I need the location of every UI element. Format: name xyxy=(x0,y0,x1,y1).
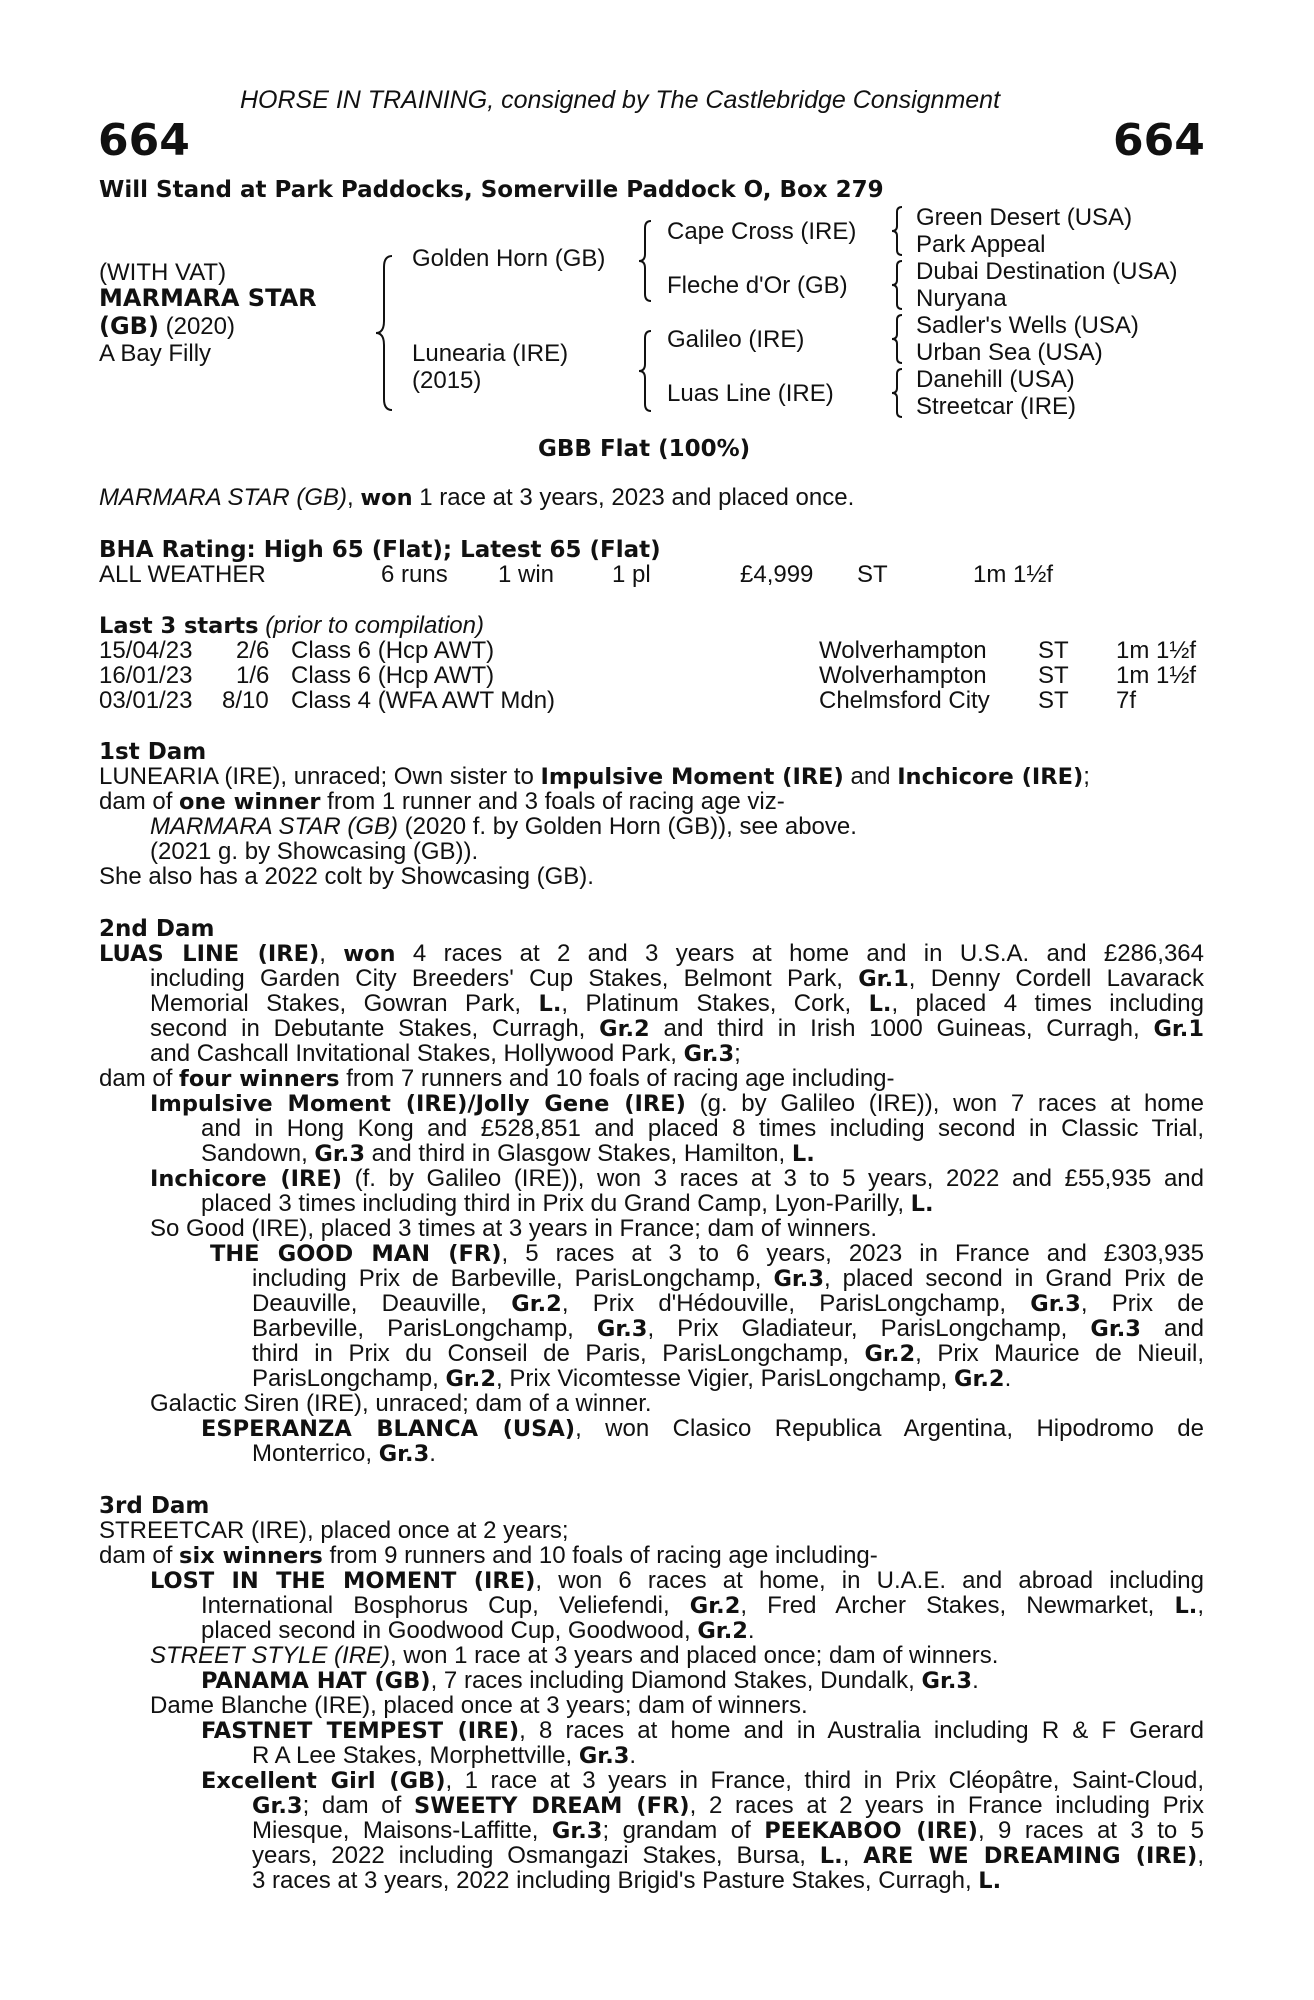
consignment-line: HORSE IN TRAINING, consigned by The Castlebridge Consignment xyxy=(240,86,1001,114)
text: dam of xyxy=(99,788,180,815)
text: 3 races at 3 years, 2022 including Brigid's Pasture Stakes, Curragh, xyxy=(252,1867,979,1894)
text: second in Debutante Stakes, Curragh, xyxy=(150,1015,600,1042)
text: , xyxy=(319,940,344,967)
second-dam-line xyxy=(99,941,1204,967)
brace-ss xyxy=(890,206,904,256)
text: from 9 runners and 10 foals of racing age including- xyxy=(322,1542,878,1569)
third-dam-line xyxy=(201,1668,979,1694)
text: , placed 4 times including xyxy=(891,990,1204,1017)
horse-ref: FASTNET TEMPEST (IRE) xyxy=(201,1718,520,1744)
brace-main xyxy=(374,255,396,411)
third-dam-line xyxy=(252,1793,1204,1819)
brace-sire xyxy=(637,220,653,302)
horse-country: (GB) xyxy=(99,312,159,340)
vat-note: (WITH VAT) xyxy=(99,259,227,286)
sire-dam: Fleche d'Or (GB) xyxy=(667,272,848,299)
bha-rating: BHA Rating: High 65 (Flat); Latest 65 (Flat) xyxy=(99,537,661,563)
grade: Gr.3 xyxy=(578,1743,630,1769)
horse-ref: ESPERANZA BLANCA (USA) xyxy=(201,1416,576,1442)
winners-count: one winner xyxy=(179,789,321,815)
text: 4 races at 2 and 3 years at home and in U.S.A. and £286,364 xyxy=(395,940,1204,967)
horse-ref: THE GOOD MAN (FR) xyxy=(210,1241,502,1267)
text: , xyxy=(1197,1842,1204,1869)
horse-ref: Inchicore (IRE) xyxy=(897,764,1084,790)
third-dam-line xyxy=(252,1868,1001,1894)
third-dam-line xyxy=(201,1718,1204,1744)
grade: Gr.3 xyxy=(921,1668,973,1694)
grade: Gr.3 xyxy=(551,1818,603,1844)
third-dam-heading: 3rd Dam xyxy=(99,1493,210,1519)
second-dam-line xyxy=(150,1091,1204,1117)
text: and xyxy=(1140,1315,1204,1342)
second-dam-line xyxy=(252,1266,1204,1292)
horse-description: A Bay Filly xyxy=(99,340,212,367)
gbb-rating: GBB Flat (100%) xyxy=(538,436,751,462)
text: , 7 races including Diamond Stakes, Dundalk, xyxy=(430,1667,922,1694)
horse-country-year xyxy=(99,313,235,340)
text: , won 6 races at home, in U.A.E. and abroad including xyxy=(535,1567,1204,1594)
horse-ref: LUAS LINE (IRE) xyxy=(99,941,320,967)
brace-sd xyxy=(890,260,904,310)
second-dam-line xyxy=(252,1316,1204,1342)
text: LUNEARIA (IRE), unraced; Own sister to xyxy=(99,763,541,790)
text: . xyxy=(629,1742,637,1769)
bha-distance: 1m 1½f xyxy=(973,561,1054,588)
grade: Gr.2 xyxy=(445,1366,497,1392)
sire-dam-sire: Dubai Destination (USA) xyxy=(916,258,1178,285)
start-going: ST xyxy=(1038,637,1069,664)
second-dam-line: So Good (IRE), placed 3 times at 3 years in France; dam of winners. xyxy=(150,1215,877,1242)
third-dam-line xyxy=(99,1543,878,1569)
second-dam-line xyxy=(99,1066,895,1092)
text: . xyxy=(1004,1365,1012,1392)
text: , 9 races at 3 to 5 xyxy=(977,1817,1205,1844)
text: and third in Glasgow Stakes, Hamilton, xyxy=(364,1140,792,1167)
text: , Prix d'Hédouville, ParisLongchamp, xyxy=(561,1290,1031,1317)
horse-ref: PEEKABOO (IRE) xyxy=(764,1818,978,1844)
text: , xyxy=(842,1842,864,1869)
horse-ref: SWEETY DREAM (FR) xyxy=(414,1793,690,1819)
grade: Gr.3 xyxy=(1030,1291,1081,1317)
stand-location: Will Stand at Park Paddocks, Somerville Paddock O, Box 279 xyxy=(99,177,884,203)
grade: Gr.2 xyxy=(697,1618,748,1644)
second-dam-line xyxy=(252,1441,436,1467)
grade: Gr.1 xyxy=(858,966,909,992)
text: . xyxy=(429,1440,436,1467)
text: , Fred Archer Stakes, Newmarket, xyxy=(740,1592,1175,1619)
first-dam-line xyxy=(99,764,1090,790)
text: dam of xyxy=(99,1065,180,1092)
text: and in Hong Kong and £528,851 and placed 8 times including second in Classic Trial, xyxy=(201,1115,1204,1142)
first-dam-line xyxy=(150,814,857,840)
grade: L. xyxy=(791,1141,815,1167)
dam-dam-dam: Streetcar (IRE) xyxy=(916,393,1077,420)
first-dam-line: She also has a 2022 colt by Showcasing (GB). xyxy=(99,863,594,890)
text: Monterrico, xyxy=(252,1440,379,1467)
text: , won Clasico Republica Argentina, Hipodromo de xyxy=(575,1415,1204,1442)
start-distance: 1m 1½f xyxy=(1116,637,1197,664)
grade: Gr.3 xyxy=(314,1141,365,1167)
text: Miesque, Maisons-Laffitte, xyxy=(252,1817,552,1844)
text: , 2 races at 2 years in France including Prix xyxy=(689,1792,1204,1819)
start-going: ST xyxy=(1038,687,1069,714)
text: ParisLongchamp, xyxy=(252,1365,446,1392)
second-dam-line xyxy=(150,1016,1204,1042)
start-course: Chelmsford City xyxy=(819,687,990,714)
text: , xyxy=(1197,1592,1204,1619)
winners-count: four winners xyxy=(179,1066,340,1092)
text: Barbeville, ParisLongchamp, xyxy=(252,1315,597,1342)
second-dam-line xyxy=(150,1041,741,1067)
grade: Gr.3 xyxy=(252,1793,303,1819)
grade: Gr.3 xyxy=(773,1266,824,1292)
horse-ref: Impulsive Moment (IRE) xyxy=(540,764,844,790)
brace-dam xyxy=(637,330,653,412)
start-going: ST xyxy=(1038,662,1069,689)
sire-sire-sire: Green Desert (USA) xyxy=(916,204,1133,231)
brace-ds xyxy=(890,314,904,364)
grade: Gr.3 xyxy=(683,1041,735,1067)
grade: L. xyxy=(910,1191,934,1217)
horse-ref: Impulsive Moment (IRE)/Jolly Gene (IRE) xyxy=(150,1091,686,1117)
grade: Gr.3 xyxy=(378,1441,430,1467)
bha-surface: ALL WEATHER xyxy=(99,561,266,588)
grade: Gr.3 xyxy=(1090,1316,1141,1342)
text: years, 2022 including Osmangazi Stakes, Bursa, xyxy=(252,1842,820,1869)
third-dam-line xyxy=(150,1568,1204,1594)
start-race: Class 6 (Hcp AWT) xyxy=(291,637,495,664)
text: including Garden City Breeders' Cup Stakes, Belmont Park, xyxy=(150,965,859,992)
third-dam-line: STREETCAR (IRE), placed once at 2 years; xyxy=(99,1517,569,1544)
start-position: 2/6 xyxy=(236,637,270,664)
dam-year: (2015) xyxy=(412,367,482,394)
grade: L. xyxy=(538,991,562,1017)
first-dam-line: (2021 g. by Showcasing (GB)). xyxy=(150,838,479,865)
lot-number-left: 664 xyxy=(98,115,190,166)
text: . xyxy=(747,1617,755,1644)
first-dam-heading: 1st Dam xyxy=(99,739,207,765)
bha-earnings: £4,999 xyxy=(740,561,814,588)
bha-placed: 1 pl xyxy=(612,561,651,588)
grade: Gr.2 xyxy=(511,1291,562,1317)
third-dam-line xyxy=(252,1818,1204,1844)
bha-runs: 6 runs xyxy=(381,561,448,588)
dam: Lunearia (IRE) xyxy=(412,340,569,367)
sire: Golden Horn (GB) xyxy=(412,245,606,272)
grade: L. xyxy=(1174,1593,1198,1619)
start-date: 15/04/23 xyxy=(99,637,193,664)
bha-going: ST xyxy=(857,561,888,588)
text: , placed second in Grand Prix de xyxy=(824,1265,1204,1292)
start-course: Wolverhampton xyxy=(819,637,987,664)
horse-ref: Inchicore (IRE) xyxy=(150,1166,343,1192)
horse-ref: PANAMA HAT (GB) xyxy=(201,1668,431,1694)
text: and Cashcall Invitational Stakes, Hollywood Park, xyxy=(150,1040,684,1067)
third-dam-line xyxy=(252,1743,636,1769)
text: , Denny Cordell Lavarack xyxy=(908,965,1204,992)
last-starts-title: Last 3 starts xyxy=(99,613,259,639)
sire-sire: Cape Cross (IRE) xyxy=(667,218,857,245)
second-dam-line xyxy=(252,1366,1011,1392)
race-summary: MARMARA STAR (GB), won 1 race at 3 years, 2023 and placed once. xyxy=(99,484,855,511)
dam-dam: Luas Line (IRE) xyxy=(667,380,834,407)
horse-ref: STREET STYLE (IRE) xyxy=(150,1642,391,1669)
third-dam-line xyxy=(201,1768,1204,1794)
second-dam-line xyxy=(201,1191,934,1217)
second-dam-line xyxy=(150,991,1204,1017)
grade: Gr.2 xyxy=(954,1366,1005,1392)
text: , 1 race at 3 years in France, third in Prix Cléopâtre, Saint-Cloud, xyxy=(445,1767,1205,1794)
dam-sire: Galileo (IRE) xyxy=(667,326,805,353)
text: , won 1 race at 3 years and placed once; dam of winners. xyxy=(390,1642,999,1669)
grade: L. xyxy=(978,1868,1002,1894)
last-starts-heading xyxy=(99,613,484,639)
third-dam-line xyxy=(201,1593,1204,1619)
text: . xyxy=(972,1667,979,1694)
text: , Prix Maurice de Nieuil, xyxy=(915,1340,1205,1367)
sire-sire-dam: Park Appeal xyxy=(916,231,1046,258)
sire-dam-dam: Nuryana xyxy=(916,285,1007,312)
brace-dd xyxy=(890,368,904,418)
start-position: 8/10 xyxy=(222,687,269,714)
grade: Gr.3 xyxy=(596,1316,648,1342)
horse-year: (2020) xyxy=(158,313,235,340)
second-dam-line xyxy=(150,1166,1204,1192)
text: Sandown, xyxy=(201,1140,315,1167)
horse-ref: LOST IN THE MOMENT (IRE) xyxy=(150,1568,536,1594)
start-distance: 7f xyxy=(1116,687,1137,714)
text: ; grandam of xyxy=(602,1817,765,1844)
text: (g. by Galileo (IRE)), won 7 races at home xyxy=(685,1090,1205,1117)
third-dam-line xyxy=(150,1643,998,1669)
text: R A Lee Stakes, Morphettville, xyxy=(252,1742,579,1769)
first-dam-line xyxy=(99,789,785,815)
text: including Prix de Barbeville, ParisLongchamp, xyxy=(252,1265,774,1292)
text: dam of xyxy=(99,1542,180,1569)
grade: Gr.1 xyxy=(1153,1016,1204,1042)
bha-wins: 1 win xyxy=(498,561,555,588)
text: , Prix Gladiateur, ParisLongchamp, xyxy=(647,1315,1091,1342)
winners-count: six winners xyxy=(179,1543,323,1569)
text: ; xyxy=(734,1040,741,1067)
horse-name: MARMARA STAR xyxy=(99,284,317,312)
lot-number-right: 664 xyxy=(1113,115,1205,166)
text: ; dam of xyxy=(302,1792,415,1819)
grade: L. xyxy=(868,991,892,1017)
third-dam-line: Dame Blanche (IRE), placed once at 3 years; dam of winners. xyxy=(150,1692,808,1719)
second-dam-line xyxy=(252,1341,1204,1367)
summary-rest: 1 race at 3 years, 2023 and placed once. xyxy=(412,484,855,511)
start-race: Class 4 (WFA AWT Mdn) xyxy=(291,687,556,714)
start-course: Wolverhampton xyxy=(819,662,987,689)
second-dam-heading: 2nd Dam xyxy=(99,916,215,942)
text: from 7 runners and 10 foals of racing age including- xyxy=(339,1065,895,1092)
text: from 1 runner and 3 foals of racing age viz- xyxy=(320,788,785,815)
horse-ref: MARMARA STAR (GB) xyxy=(150,813,399,840)
won: won xyxy=(343,941,396,967)
text: , Platinum Stakes, Cork, xyxy=(561,990,869,1017)
second-dam-line xyxy=(252,1291,1204,1317)
third-dam-line xyxy=(201,1618,755,1644)
dam-sire-sire: Sadler's Wells (USA) xyxy=(916,312,1139,339)
text: ; xyxy=(1083,763,1090,790)
second-dam-line: Galactic Siren (IRE), unraced; dam of a winner. xyxy=(150,1390,652,1417)
horse-ref: Excellent Girl (GB) xyxy=(201,1768,446,1794)
horse-ref: ARE WE DREAMING (IRE) xyxy=(863,1843,1198,1869)
grade: Gr.2 xyxy=(599,1016,650,1042)
second-dam-line xyxy=(210,1241,1204,1267)
text: Deauville, Deauville, xyxy=(252,1290,512,1317)
second-dam-line xyxy=(201,1141,815,1167)
text: Memorial Stakes, Gowran Park, xyxy=(150,990,539,1017)
text: International Bosphorus Cup, Veliefendi, xyxy=(201,1592,690,1619)
start-position: 1/6 xyxy=(236,662,270,689)
text: and xyxy=(843,763,898,790)
text: placed 3 times including third in Prix du Grand Camp, Lyon-Parilly, xyxy=(201,1190,911,1217)
text: (f. by Galileo (IRE)), won 3 races at 3 to 5 years, 2022 and £55,935 and xyxy=(342,1165,1204,1192)
start-date: 03/01/23 xyxy=(99,687,193,714)
start-race: Class 6 (Hcp AWT) xyxy=(291,662,495,689)
summary-won: won xyxy=(360,485,413,511)
text: third in Prix du Conseil de Paris, ParisLongchamp, xyxy=(252,1340,865,1367)
text: , Prix Vicomtesse Vigier, ParisLongchamp, xyxy=(496,1365,955,1392)
text: , 8 races at home and in Australia including R & F Gerard xyxy=(519,1717,1204,1744)
text: placed second in Goodwood Cup, Goodwood, xyxy=(201,1617,698,1644)
grade: Gr.2 xyxy=(864,1341,916,1367)
dam-sire-dam: Urban Sea (USA) xyxy=(916,339,1103,366)
text: , 5 races at 3 to 6 years, 2023 in France and £303,935 xyxy=(501,1240,1204,1267)
summary-horse-name: MARMARA STAR (GB) xyxy=(99,484,348,511)
dam-dam-sire: Danehill (USA) xyxy=(916,366,1075,393)
text: (2020 f. by Golden Horn (GB)), see above. xyxy=(398,813,857,840)
text: , Prix de xyxy=(1080,1290,1204,1317)
third-dam-line xyxy=(252,1843,1204,1869)
second-dam-line xyxy=(150,966,1204,992)
grade: L. xyxy=(819,1843,843,1869)
second-dam-line xyxy=(201,1116,1204,1142)
grade: Gr.2 xyxy=(689,1593,741,1619)
second-dam-line xyxy=(201,1416,1204,1442)
start-date: 16/01/23 xyxy=(99,662,193,689)
text: and third in Irish 1000 Guineas, Curragh, xyxy=(649,1015,1154,1042)
last-starts-note: (prior to compilation) xyxy=(258,612,484,639)
start-distance: 1m 1½f xyxy=(1116,662,1197,689)
